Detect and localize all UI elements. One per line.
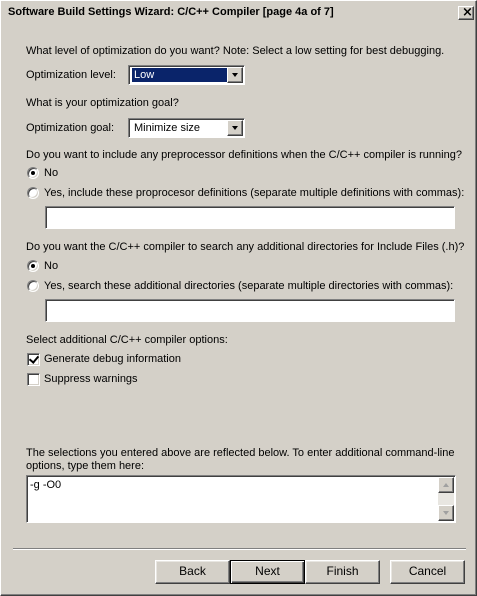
window-title: Software Build Settings Wizard: C/C++ Compiler [page 4a of 7]	[8, 6, 334, 18]
command-line-value: -g -O0	[30, 479, 62, 491]
compiler-options-heading: Select additional C/C++ compiler options:	[26, 334, 228, 346]
preprocessor-yes-label[interactable]: Yes, include these proprocesor definitions (separate multiple definitions with commas):	[44, 187, 465, 199]
preprocessor-no-label[interactable]: No	[44, 167, 59, 179]
button-separator	[13, 548, 466, 550]
preprocessor-no-radio[interactable]	[27, 167, 39, 179]
command-line-scrollbar[interactable]	[438, 477, 454, 521]
preprocessor-question: Do you want to include any preprocessor definitions when the C/C++ compiler is running?	[26, 149, 462, 161]
suppress-warnings-label[interactable]: Suppress warnings	[44, 373, 138, 385]
close-button[interactable]	[458, 6, 474, 20]
optimization-level-select[interactable]	[128, 65, 245, 85]
include-dirs-no-radio[interactable]	[27, 260, 39, 272]
include-dirs-yes-radio[interactable]	[27, 280, 39, 292]
debug-info-label[interactable]: Generate debug information	[44, 353, 181, 365]
suppress-warnings-checkbox[interactable]	[27, 373, 40, 386]
back-button[interactable]: Back	[155, 560, 230, 584]
command-line-description-2: options, type them here:	[26, 460, 145, 472]
command-line-description-1: The selections you entered above are reflected below. To enter additional command-line	[26, 447, 455, 459]
cancel-button[interactable]: Cancel	[390, 560, 465, 584]
command-line-textarea[interactable]	[26, 475, 456, 523]
close-icon: ×	[462, 5, 473, 20]
chevron-down-icon[interactable]	[227, 120, 243, 136]
include-dirs-yes-label[interactable]: Yes, search these additional directories (separate multiple directories with commas):	[44, 280, 454, 292]
finish-button[interactable]: Finish	[305, 560, 380, 584]
title-bar	[4, 4, 473, 22]
optimization-goal-select[interactable]	[128, 118, 245, 138]
optimization-goal-question: What is your optimization goal?	[26, 97, 179, 109]
chevron-down-icon[interactable]	[227, 67, 243, 83]
include-dirs-question: Do you want the C/C++ compiler to search any additional directories for Include Files (.h)?	[26, 241, 465, 253]
preprocessor-yes-radio[interactable]	[27, 187, 39, 199]
optimization-level-value: Low	[132, 68, 228, 82]
next-button[interactable]: Next	[230, 560, 305, 584]
include-dirs-no-label[interactable]: No	[44, 260, 59, 272]
preprocessor-definitions-input[interactable]	[45, 206, 455, 229]
scroll-up-icon[interactable]	[438, 477, 454, 493]
optimization-question: What level of optimization do you want? Note: Select a low setting for best debugging.	[26, 45, 445, 57]
optimization-goal-value: Minimize size	[134, 122, 201, 134]
optimization-level-label: Optimization level:	[26, 69, 116, 81]
include-dirs-input[interactable]	[45, 299, 455, 322]
optimization-goal-label: Optimization goal:	[26, 122, 115, 134]
scroll-down-icon[interactable]	[438, 505, 454, 521]
debug-info-checkbox[interactable]	[27, 353, 40, 366]
